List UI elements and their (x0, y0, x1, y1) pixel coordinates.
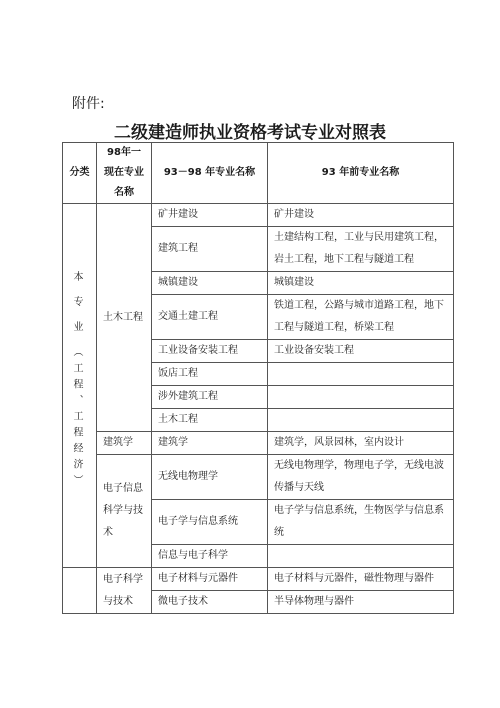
table-header-row (63, 143, 454, 204)
old-major-cell: 工业设备安装工程 (152, 340, 268, 363)
header-current-major: 98年一现在专业名称 (97, 143, 152, 204)
category-empty-cell (63, 568, 97, 614)
header-category: 分类 (63, 143, 97, 204)
group-electronics-info: 电子信息科学与技术 (97, 455, 152, 568)
group-architecture: 建筑学 (97, 432, 152, 455)
old-major-cell: 交通土建工程 (152, 295, 268, 340)
pre93-major-cell (268, 386, 454, 409)
old-major-cell: 涉外建筑工程 (152, 386, 268, 409)
old-major-cell: 饭店工程 (152, 363, 268, 386)
pre93-major-cell: 土建结构工程，工业与民用建筑工程，岩土工程，地下工程与隧道工程 (268, 227, 454, 272)
category-main-text: 本 专 业 （工程、工程经济） (71, 271, 82, 491)
pre93-major-cell: 半导体物理与器件 (268, 591, 454, 614)
table-row (63, 455, 454, 500)
pre93-major-cell: 电子材料与元器件，磁性物理与器件 (268, 568, 454, 591)
old-major-cell: 微电子技术 (152, 591, 268, 614)
table-row (63, 432, 454, 455)
table-row (63, 204, 454, 227)
pre93-major-cell (268, 363, 454, 386)
pre93-major-cell: 电子学与信息系统，生物医学与信息系统 (268, 500, 454, 545)
old-major-cell: 建筑学 (152, 432, 268, 455)
pre93-major-cell: 矿井建设 (268, 204, 454, 227)
major-comparison-table (62, 142, 454, 614)
header-major-pre-93: 93 年前专业名称 (268, 143, 454, 204)
old-major-cell: 无线电物理学 (152, 455, 268, 500)
pre93-major-cell (268, 409, 454, 432)
old-major-cell: 土木工程 (152, 409, 268, 432)
group-electronics-sci: 电子科学与技术 (97, 568, 152, 614)
attachment-label: 附件: (72, 96, 105, 112)
pre93-major-cell (268, 545, 454, 568)
category-main-cell (63, 204, 97, 568)
pre93-major-cell: 铁道工程，公路与城市道路工程，地下工程与隧道工程，桥梁工程 (268, 295, 454, 340)
table-row (63, 568, 454, 591)
old-major-cell: 矿井建设 (152, 204, 268, 227)
old-major-cell: 信息与电子科学 (152, 545, 268, 568)
group-civil: 土木工程 (97, 204, 152, 432)
header-major-93-98: 93－98 年专业名称 (152, 143, 268, 204)
old-major-cell: 城镇建设 (152, 272, 268, 295)
page-title: 二级建造师执业资格考试专业对照表 (114, 123, 386, 143)
pre93-major-cell: 建筑学，风景园林，室内设计 (268, 432, 454, 455)
pre93-major-cell: 城镇建设 (268, 272, 454, 295)
pre93-major-cell: 无线电物理学，物理电子学，无线电波传播与天线 (268, 455, 454, 500)
old-major-cell: 建筑工程 (152, 227, 268, 272)
old-major-cell: 电子学与信息系统 (152, 500, 268, 545)
old-major-cell: 电子材料与元器件 (152, 568, 268, 591)
pre93-major-cell: 工业设备安装工程 (268, 340, 454, 363)
